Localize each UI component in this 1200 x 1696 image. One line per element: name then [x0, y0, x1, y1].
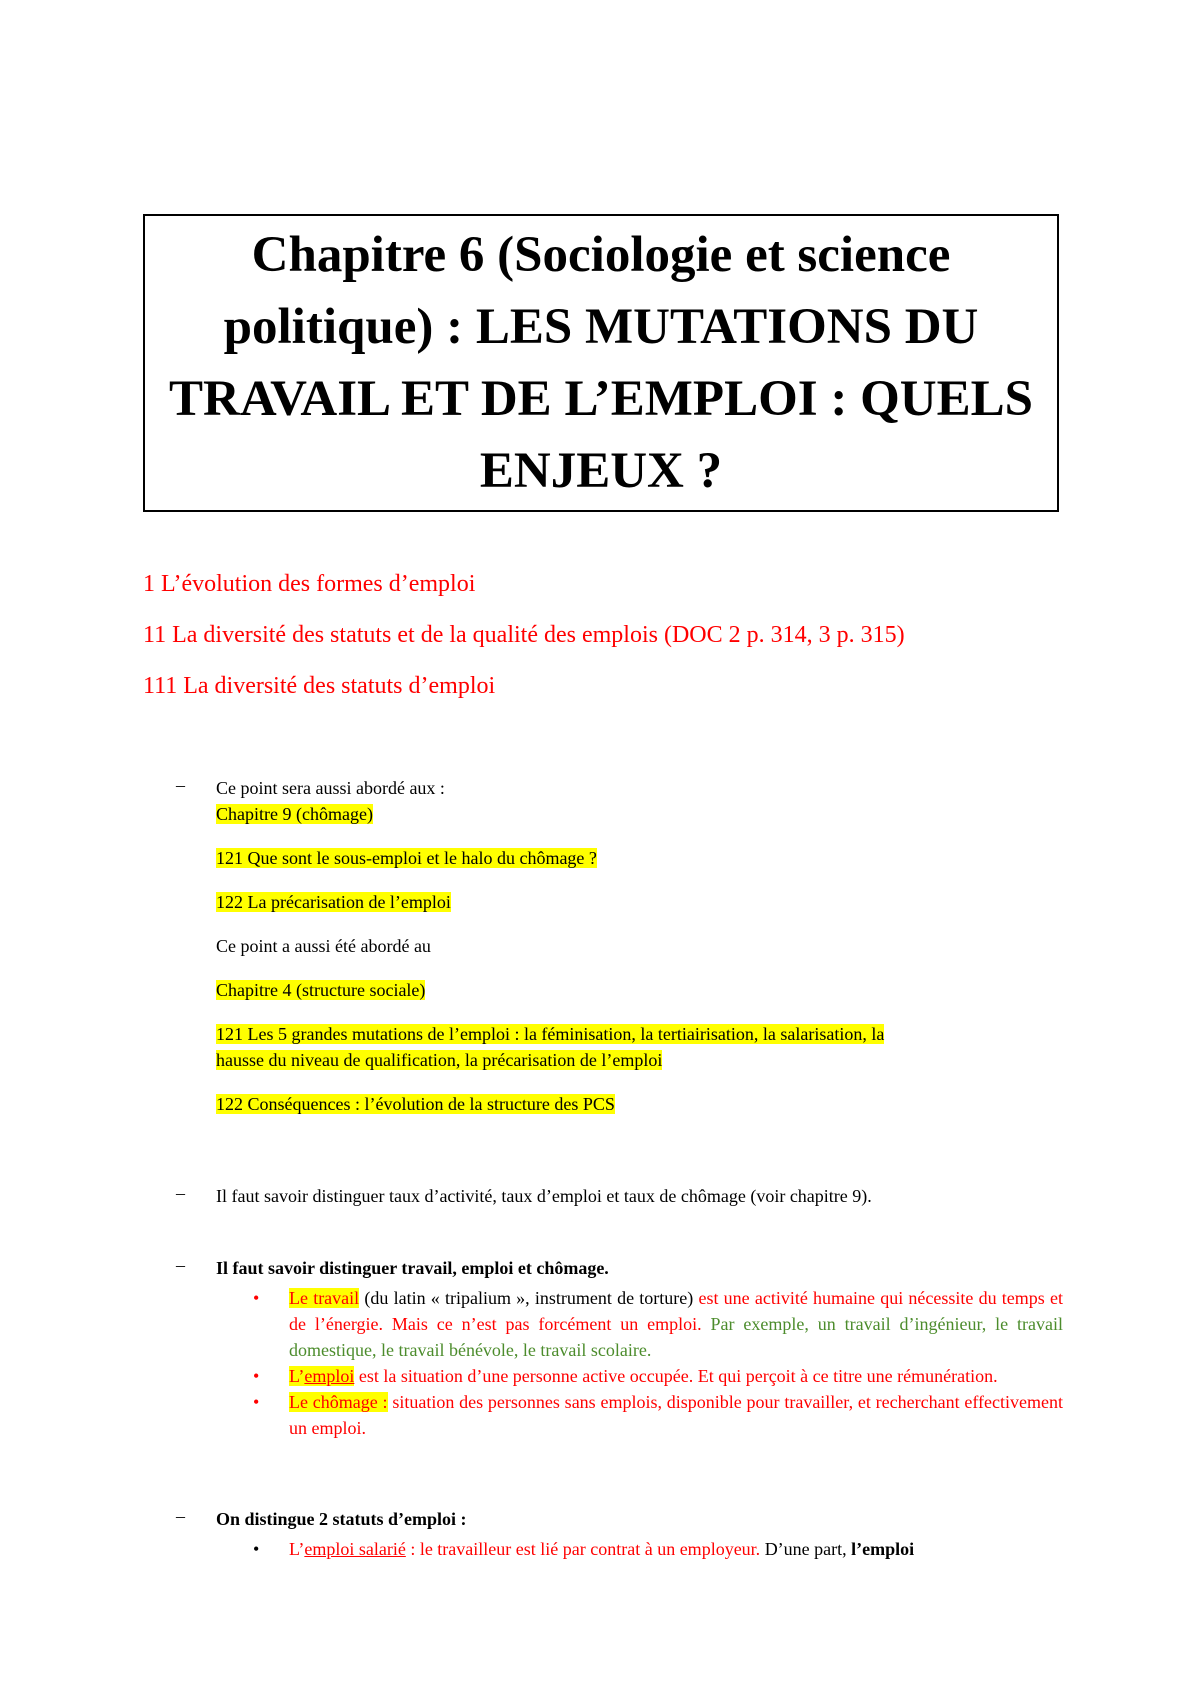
- dash-marker: –: [176, 1506, 185, 1526]
- salarie-bold-continuation: l’emploi: [851, 1539, 915, 1559]
- chapter-9-section-121: 121 Que sont le sous-emploi et le halo du chômage ?: [216, 848, 597, 868]
- title-box: [143, 214, 1059, 512]
- salarie-continuation: D’une part,: [760, 1539, 852, 1559]
- bullet-icon: •: [253, 1392, 260, 1412]
- heading-1: 1 L’évolution des formes d’emploi: [143, 571, 476, 597]
- dash-marker: –: [176, 1183, 185, 1203]
- heading-111: 111 La diversité des statuts d’emploi: [143, 673, 496, 699]
- also-text: Ce point a aussi été abordé au: [216, 936, 431, 956]
- chapter-4-section-122: 122 Conséquences : l’évolution de la structure des PCS: [216, 1094, 615, 1114]
- status-salarie: [143, 1536, 1063, 1562]
- list-item-rates: [143, 1183, 1063, 1209]
- list-item-employment-status: [143, 1506, 1063, 1562]
- dash-marker: –: [176, 775, 185, 795]
- definition-travail: [143, 1285, 1063, 1363]
- term-emploi-prefix: L’: [289, 1366, 305, 1386]
- definition-emploi: [143, 1363, 1063, 1389]
- term-travail: Le travail: [289, 1288, 360, 1308]
- bullet-icon: •: [253, 1288, 260, 1308]
- bullet-icon: •: [253, 1366, 260, 1386]
- travail-definition: est une activité humaine qui nécessite du temps et de l’énergie. Mais ce n’est pas forcément un emploi.: [289, 1288, 1063, 1334]
- chapter-9-section-122: 122 La précarisation de l’emploi: [216, 892, 451, 912]
- salarie-definition: : le travailleur est lié par contrat à un employeur.: [405, 1539, 761, 1559]
- heading-11: 11 La diversité des statuts et de la qualité des emplois (DOC 2 p. 314, 3 p. 315): [143, 622, 905, 648]
- chomage-definition: situation des personnes sans emplois, disponible pour travailler, et recherchant effectivement un emploi.: [289, 1392, 1063, 1438]
- chapter-4-ref: Chapitre 4 (structure sociale): [216, 980, 426, 1000]
- list-item-definitions: [143, 1255, 1063, 1441]
- term-emploi-salarie: emploi salarié: [304, 1539, 406, 1559]
- chapter-4-section-121-line1: 121 Les 5 grandes mutations de l’emploi : la féminisation, la tertiairisation, la salarisation, la: [216, 1024, 885, 1044]
- definitions-list: [216, 1285, 1063, 1441]
- travail-examples: Par exemple, un travail d’ingénieur, le travail domestique, le travail bénévole, le travail scolaire.: [289, 1314, 1063, 1360]
- employment-status-title: On distingue 2 statuts d’emploi :: [216, 1509, 467, 1529]
- definition-chomage: [143, 1389, 1063, 1441]
- term-chomage: Le chômage :: [289, 1392, 388, 1412]
- term-emploi: emploi: [304, 1366, 355, 1386]
- emploi-definition: est la situation d’une personne active occupée. Et qui perçoit à ce titre une rémunération.: [354, 1366, 998, 1386]
- rates-text: Il faut savoir distinguer taux d’activité, taux d’emploi et taux de chômage (voir chapitre 9).: [216, 1186, 872, 1206]
- list-item-related-chapters: [143, 775, 1063, 1135]
- term-salarie-prefix: L’: [289, 1539, 305, 1559]
- chapter-4-section-121-line2: hausse du niveau de qualification, la précarisation de l’emploi: [216, 1050, 663, 1070]
- chapter-9-ref: Chapitre 9 (chômage): [216, 804, 373, 824]
- travail-etymology: (du latin « tripalium », instrument de torture): [359, 1288, 694, 1308]
- bullet-icon: •: [253, 1539, 260, 1559]
- dash-marker: –: [176, 1255, 185, 1275]
- chapter-title: Chapitre 6 (Sociologie et science politique) : LES MUTATIONS DU TRAVAIL ET DE L’EMPLOI : QUELS ENJEUX ?: [169, 227, 1033, 499]
- intro-text: Ce point sera aussi abordé aux :: [216, 778, 445, 798]
- employment-status-list: [216, 1536, 1063, 1562]
- definitions-title: Il faut savoir distinguer travail, emploi et chômage.: [216, 1258, 609, 1278]
